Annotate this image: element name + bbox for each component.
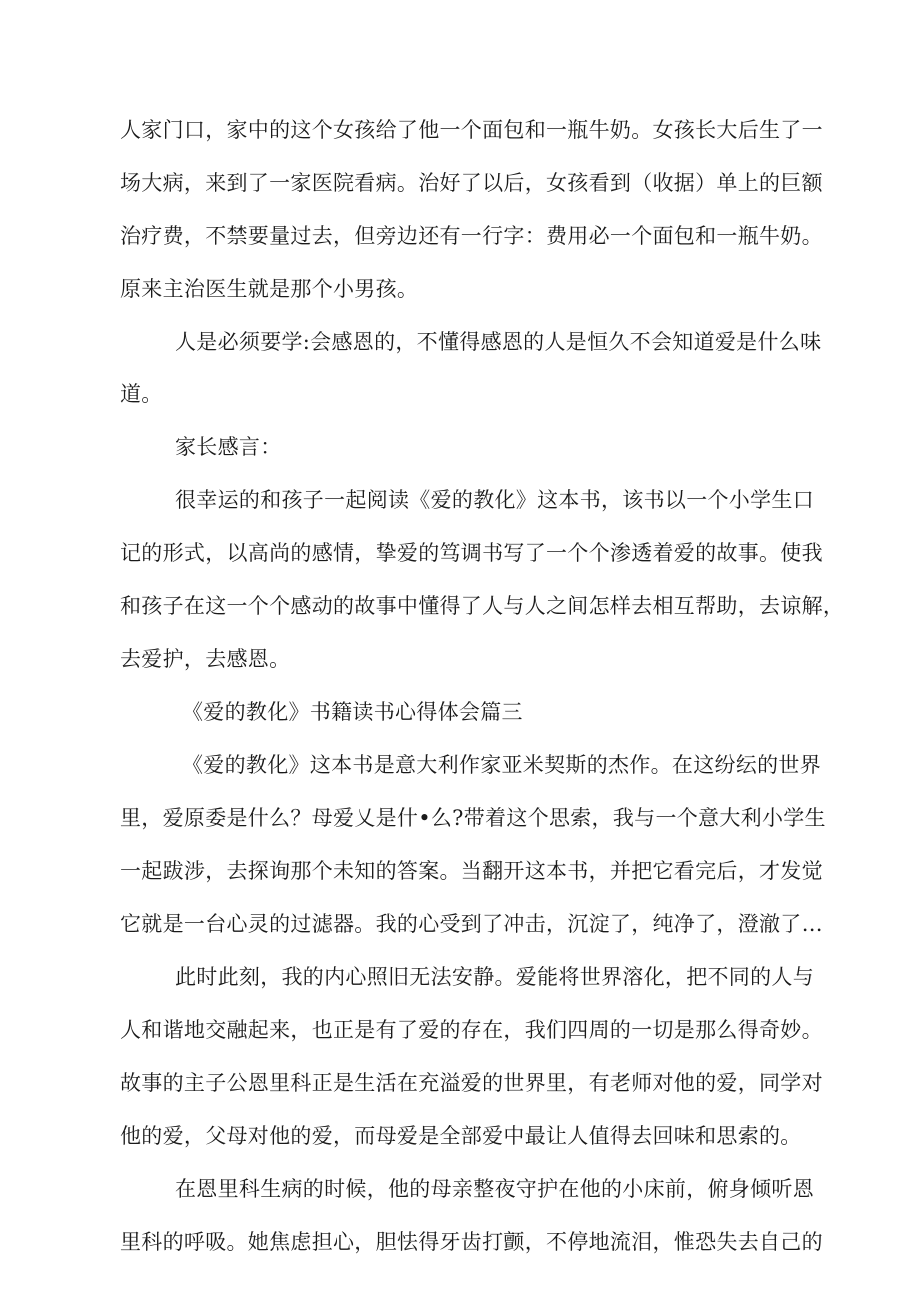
text-line: 治疗费，不禁要量过去，但旁边还有一行字：费用必一个面包和一瓶牛奶。 <box>120 224 823 248</box>
text-line: 去爱护，去感恩。 <box>120 647 291 671</box>
text-line: 人是必须要学:会感恩的，不懂得感恩的人是恒久不会知道爱是什么味 <box>175 330 822 354</box>
text-line: 场大病，来到了一家医院看病。治好了以后，女孩看到（收据）单上的巨额 <box>120 171 823 195</box>
text-line: 人家门口，家中的这个女孩给了他一个面包和一瓶牛奶。女孩长大后生了一 <box>120 118 823 142</box>
text-line: 很幸运的和孩子一起阅读《爱的教化》这本书，该书以一个小学生口 <box>175 488 814 512</box>
text-line: 里，爱原委是什么？母爱乂是什•么?带着这个思索，我与一个意大利小学生 <box>120 806 826 830</box>
text-line: 此时此刻，我的内心照旧无法安静。爱能将世界溶化，把不同的人与 <box>175 965 814 989</box>
text-line: 人和谐地交融起来，也正是有了爱的存在，我们四周的一切是那么得奇妙。 <box>120 1018 823 1042</box>
text-line: 一起跋涉，去探询那个未知的答案。当翻开这本书，并把它看完后，才发觉 <box>120 859 823 883</box>
text-line: 和孩子在这一个个感动的故事中懂得了人与人之间怎样去相互帮助，去谅解， <box>120 594 845 618</box>
text-line: 原来主治医生就是那个小男孩。 <box>120 277 419 301</box>
section-heading: 《爱的教化》书籍读书心得体会篇三 <box>182 700 523 724</box>
text-line: 故事的主子公恩里科正是生活在充溢爱的世界里，有老师对他的爱，同学对 <box>120 1071 823 1095</box>
text-line: 道。 <box>120 382 163 406</box>
text-line: 在恩里科生病的时候，他的母亲整夜守护在他的小床前，俯身倾听恩 <box>175 1177 814 1201</box>
text-line: 它就是一台心灵的过滤器。我的心受到了冲击，沉淀了，纯净了，澄澈了… <box>120 912 823 936</box>
text-line: 《爱的教化》这本书是意大利作家亚米契斯的杰作。在这纷纭的世界 <box>182 753 821 777</box>
text-line: 他的爱，父母对他的爱，而母爱是全部爱中最让人值得去回味和思索的。 <box>120 1124 802 1148</box>
text-line: 里科的呼吸。她焦虑担心，胆怯得牙齿打颤，不停地流泪，惟恐失去自己的 <box>120 1230 823 1254</box>
text-line: 记的形式，以高尚的感情，挚爱的笃调书写了一个个渗透着爱的故事。使我 <box>120 541 823 565</box>
section-heading: 家长感言： <box>175 435 282 459</box>
